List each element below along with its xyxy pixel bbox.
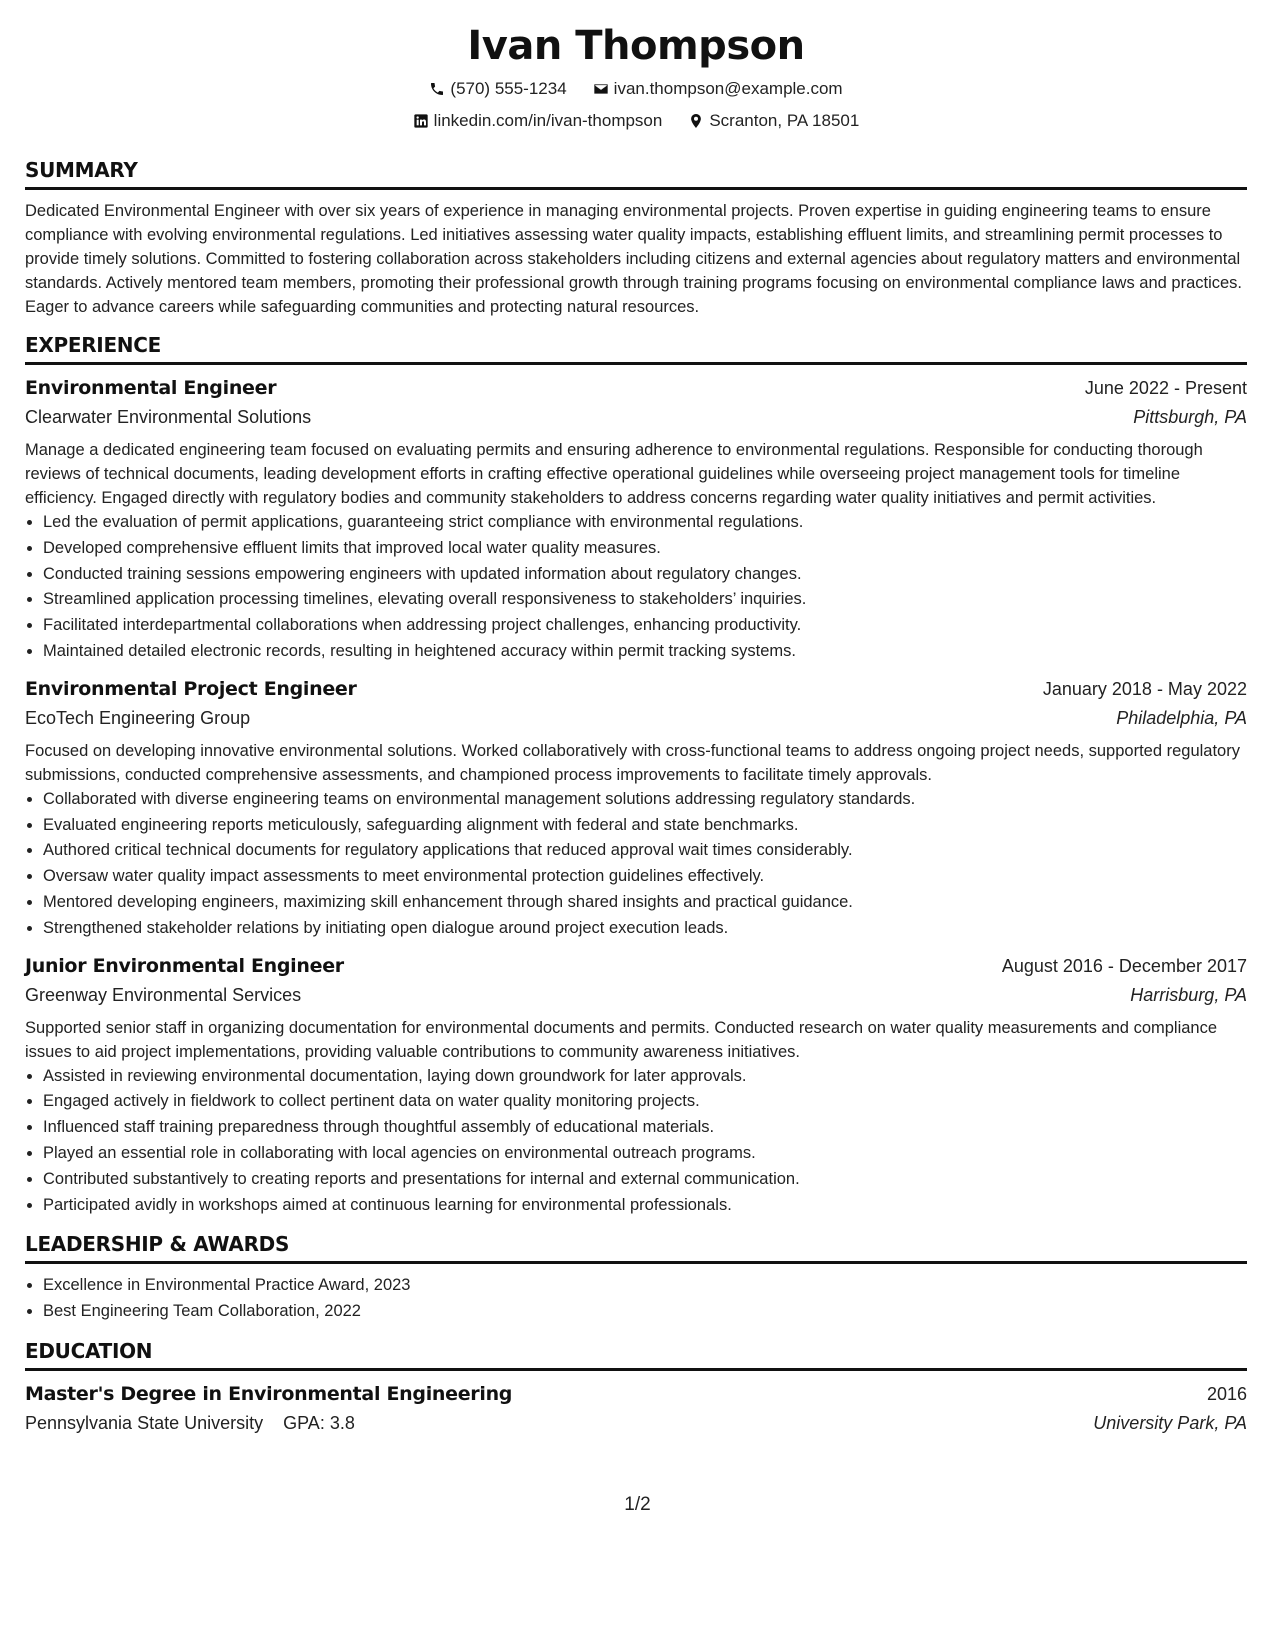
- linkedin-link[interactable]: linkedin.com/in/ivan-thompson: [433, 111, 663, 130]
- list-item: • Conducted training sessions empowering engineers with updated information about regulatory changes.: [43, 562, 1247, 588]
- job-entry: [25, 952, 1247, 1219]
- experience-section: [25, 333, 1247, 1218]
- job-title: Environmental Engineer: [25, 377, 277, 399]
- company-name: EcoTech Engineering Group: [25, 707, 251, 728]
- candidate-name: Ivan Thompson: [467, 23, 805, 69]
- list-item: • Streamlined application processing timelines, elevating overall responsiveness to stakeholders’ inquiries.: [43, 587, 1247, 613]
- awards-section: [25, 1232, 1247, 1325]
- job-dates: January 2018 - May 2022: [1042, 678, 1247, 699]
- list-item: • Evaluated engineering reports meticulously, safeguarding alignment with federal and state benchmarks.: [43, 813, 1247, 839]
- contact-row-1: [25, 78, 1247, 100]
- section-divider: [25, 187, 1247, 190]
- contact-email[interactable]: [593, 78, 843, 100]
- envelope-icon: [593, 81, 609, 97]
- section-divider: [25, 1261, 1247, 1264]
- section-divider: [25, 1368, 1247, 1371]
- job-dates: August 2016 - December 2017: [1001, 955, 1247, 976]
- school-name: Pennsylvania State University: [25, 1412, 264, 1433]
- list-item: • Developed comprehensive effluent limits that improved local water quality measures.: [43, 536, 1247, 562]
- graduation-year: 2016: [1206, 1383, 1247, 1404]
- job-entry: [25, 374, 1247, 665]
- list-item: • Led the evaluation of permit applications, guaranteeing strict compliance with environmental regulations.: [43, 510, 1247, 536]
- list-item: • Strengthened stakeholder relations by initiating open dialogue around project execution leads.: [43, 916, 1247, 942]
- list-item: • Authored critical technical documents for regulatory applications that reduced approval wait times considerably.: [43, 838, 1247, 864]
- job-location: Harrisburg, PA: [1130, 984, 1247, 1005]
- phone-icon: [429, 81, 445, 97]
- section-divider: [25, 362, 1247, 365]
- section-title: LEADERSHIP & AWARDS: [25, 1232, 290, 1257]
- map-pin-icon: [688, 113, 704, 129]
- list-item: • Played an essential role in collaborating with local agencies on environmental outreach programs.: [43, 1141, 1247, 1167]
- section-title: EDUCATION: [25, 1338, 153, 1363]
- education-section: [25, 1339, 1247, 1438]
- job-location: Philadelphia, PA: [1116, 707, 1247, 728]
- job-title: Environmental Project Engineer: [25, 677, 357, 700]
- section-title: EXPERIENCE: [25, 333, 161, 357]
- school-info: [25, 1408, 355, 1438]
- job-description: Supported senior staff in organizing documentation for environmental documents and permits. Conducted research on water quality measurements and compliance issues to aid project implementations, providing valuable contributions to community awareness initiatives.: [25, 1018, 1218, 1061]
- job-title: Junior Environmental Engineer: [25, 954, 344, 977]
- email-link[interactable]: ivan.thompson@example.com: [613, 79, 843, 98]
- list-item: • Engaged actively in fieldwork to collect pertinent data on water quality monitoring projects.: [43, 1089, 1247, 1115]
- summary-text: Dedicated Environmental Engineer with over six years of experience in managing environmental projects. Proven expertise in guiding engineering teams to ensure compliance with evolving environmental regulations. Led initiatives assessing water quality impacts, establishing effluent limits, and streamlining permit processes to provide timely solutions. Committed to fostering collaboration across stakeholders including citizens and external agencies about regulatory matters and environmental standards. Actively mentored team members, promoting their professional growth through training programs focusing on environmental compliance laws and practices. Eager to advance careers while safeguarding communities and protecting natural resources.: [25, 202, 1243, 316]
- list-item: • Oversaw water quality impact assessments to meet environmental protection guidelines effectively.: [43, 864, 1247, 890]
- list-item: • Best Engineering Team Collaboration, 2022: [43, 1299, 1247, 1325]
- page-number: 1/2: [624, 1494, 651, 1515]
- gpa: GPA: 3.8: [283, 1412, 355, 1433]
- list-item: • Participated avidly in workshops aimed at continuous learning for environmental professionals.: [43, 1193, 1247, 1219]
- job-dates: June 2022 - Present: [1084, 378, 1247, 398]
- list-item: • Collaborated with diverse engineering teams on environmental management solutions addressing regulatory standards.: [43, 787, 1247, 813]
- section-title: SUMMARY: [25, 158, 138, 182]
- list-item: • Mentored developing engineers, maximizing skill enhancement through shared insights and practical guidance.: [43, 890, 1247, 916]
- degree-title: Master's Degree in Environmental Engineering: [25, 1382, 513, 1405]
- company-name: Clearwater Environmental Solutions: [25, 407, 312, 427]
- list-item: • Influenced staff training preparedness through thoughtful assembly of educational materials.: [43, 1115, 1247, 1141]
- job-bullets: [25, 510, 1247, 665]
- list-item: • Contributed substantively to creating reports and presentations for internal and external communication.: [43, 1167, 1247, 1193]
- list-item: • Facilitated interdepartmental collaborations when addressing project challenges, enhancing productivity.: [43, 613, 1247, 639]
- job-location: Pittsburgh, PA: [1133, 407, 1247, 427]
- job-description: Manage a dedicated engineering team focused on evaluating permits and ensuring adherence to environmental regulations. Responsible for conducting thorough reviews of technical documents, leading development efforts in crafting effective operational guidelines while overseeing project management tools for timeline efficiency. Engaged directly with regulatory bodies and community stakeholders to address concerns regarding water quality initiatives and permit activities.: [25, 441, 1203, 507]
- linkedin-icon: [413, 113, 429, 129]
- contact-row-2: [25, 110, 1247, 132]
- location-text: Scranton, PA 18501: [709, 111, 860, 130]
- company-name: Greenway Environmental Services: [25, 984, 302, 1005]
- list-item: • Excellence in Environmental Practice Award, 2023: [43, 1273, 1247, 1299]
- awards-list: [25, 1273, 1247, 1325]
- job-bullets: [25, 787, 1247, 942]
- contact-location: [688, 110, 859, 132]
- job-bullets: [25, 1064, 1247, 1219]
- list-item: • Maintained detailed electronic records, resulting in heightened accuracy within permit tracking systems.: [43, 639, 1247, 665]
- contact-phone: [429, 78, 566, 100]
- phone-text: (570) 555-1234: [450, 79, 567, 98]
- contact-linkedin[interactable]: [413, 110, 663, 132]
- resume-page: [25, 20, 1247, 1444]
- school-location: University Park, PA: [1093, 1412, 1247, 1433]
- job-entry: [25, 675, 1247, 942]
- job-description: Focused on developing innovative environmental solutions. Worked collaboratively with cross-functional teams to address ongoing project needs, supported regulatory submissions, conducted comprehensive assessments, and championed process improvements to facilitate timely approvals.: [25, 741, 1240, 784]
- summary-section: [25, 158, 1247, 319]
- list-item: • Assisted in reviewing environmental documentation, laying down groundwork for later approvals.: [43, 1064, 1247, 1090]
